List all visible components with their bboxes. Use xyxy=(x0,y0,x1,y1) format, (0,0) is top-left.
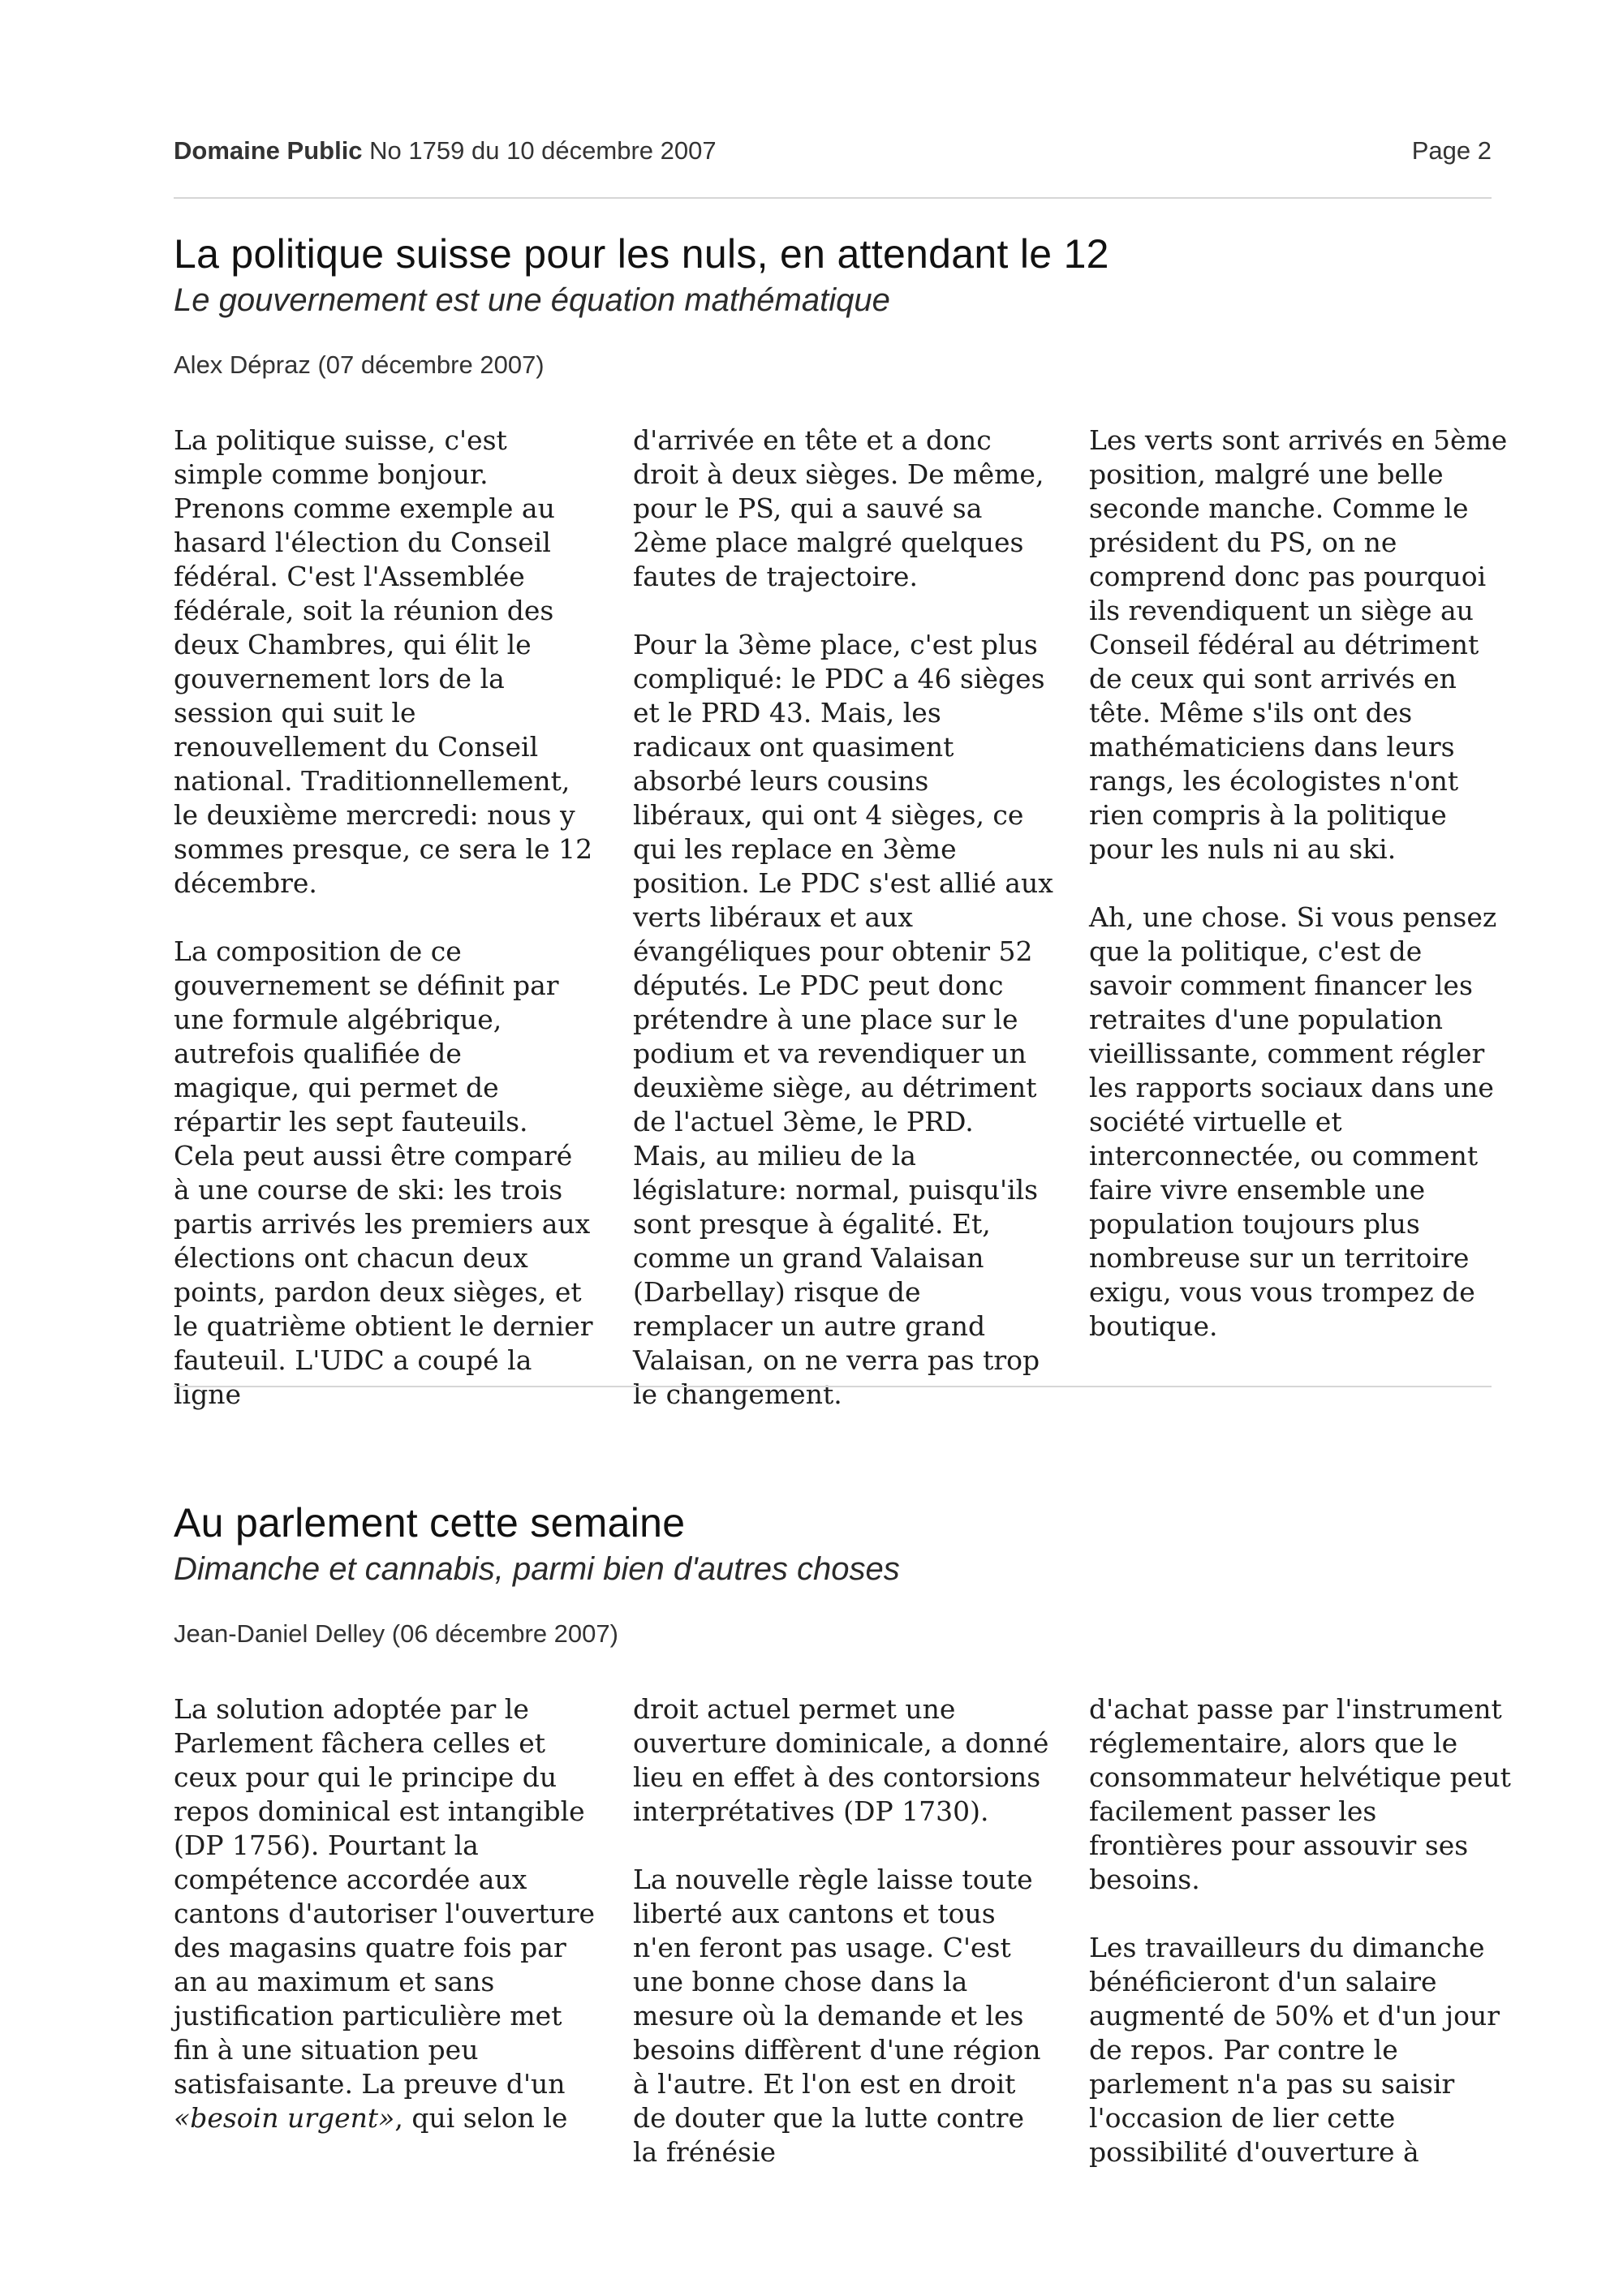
article-column-1 xyxy=(174,424,596,1412)
paragraph: droit actuel permet une ouverture dominicale, a donné lieu en effet à des contorsions interprétatives (DP 1730). xyxy=(633,1693,1049,1827)
article-column-2 xyxy=(633,424,1055,1412)
paragraph: La politique suisse, c'est simple comme bonjour. Prenons comme exemple au hasard l'élection du Conseil fédéral. C'est l'Assemblée fédérale, soit la réunion des deux Chambres, qui élit le gouvernement lors de la session qui suit le renouvellement du Conseil national. Traditionnellement, le deuxième mercredi: nous y sommes presque, ce sera le 12 décembre. xyxy=(174,424,593,899)
paragraph: Les travailleurs du dimanche bénéficieront d'un salaire augmenté de 50% et d'un jour de repos. Par contre le parlement n'a pas su saisir l'occasion de lier cette possibilité d'ouverture à xyxy=(1089,1932,1500,2168)
issue-info: No 1759 du 10 décembre 2007 xyxy=(369,136,717,165)
paragraph: d'arrivée en tête et a donc droit à deux sièges. De même, pour le PS, qui a sauvé sa 2ème place malgré quelques fautes de trajectoire. xyxy=(633,424,1044,592)
article-byline: Jean-Daniel Delley (06 décembre 2007) xyxy=(174,1619,618,1648)
paragraph: Pour la 3ème place, c'est plus compliqué: le PDC a 46 sièges et le PRD 43. Mais, les radicaux ont quasiment absorbé leurs cousins libéraux, qui ont 4 sièges, ce qui les replace en 3ème position. Le PDC s'est allié aux verts libéraux et aux évangéliques pour obtenir 52 députés. Le PDC peut donc prétendre à une place sur le podium et va revendiquer un deuxième siège, au détriment de l'actuel 3ème, le PRD. Mais, au milieu de la législature: normal, puisqu'ils sont presque à égalité. Et, comme un grand Valaisan (Darbellay) risque de remplacer un autre grand Valaisan, on ne verra pas trop le changement. xyxy=(633,629,1053,1410)
article-politique-suisse xyxy=(174,229,1508,1410)
paragraph: Ah, une chose. Si vous pensez que la politique, c'est de savoir comment financer les retraites d'une population vieillissante, comment régler les rapports sociaux dans une société virtuelle et interconnectée, ou comment faire vivre ensemble une population toujours plus nombreuse sur un territoire exigu, vous vous trompez de boutique. xyxy=(1089,901,1497,1342)
header-divider xyxy=(174,197,1492,199)
article-divider xyxy=(174,1386,1492,1387)
paragraph: La nouvelle règle laisse toute liberté aux cantons et tous n'en feront pas usage. C'est une bonne chose dans la mesure où la demande et les besoins diffèrent d'une région à l'autre. Et l'on est en droit de douter que la lutte contre la frénésie xyxy=(633,1864,1041,2168)
article-title: Au parlement cette semaine xyxy=(174,1500,686,1546)
article-parlement-semaine xyxy=(174,1498,1511,2168)
article-column-3 xyxy=(1089,1692,1511,2169)
page-header xyxy=(174,136,1492,169)
paragraph: Les verts sont arrivés en 5ème position, malgré une belle seconde manche. Comme le président du PS, on ne comprend donc pas pourquoi ils revendiquent un siège au Conseil fédéral au détriment de ceux qui sont arrivés en tête. Même s'ils ont des mathématiciens dans leurs rangs, les écologistes n'ont rien compris à la politique pour les nuls ni au ski. xyxy=(1089,424,1508,865)
publication-name: Domaine Public xyxy=(174,136,363,165)
article-column-3 xyxy=(1089,424,1511,1344)
article-column-1 xyxy=(174,1692,596,2135)
article-byline: Alex Dépraz (07 décembre 2007) xyxy=(174,350,545,379)
paragraph: La solution adoptée par le Parlement fâchera celles et ceux pour qui le principe du repos dominical est intangible (DP 1756). Pourtant la compétence accordée aux cantons d'autoriser l'ouverture des magasins quatre fois par an au maximum et sans justification particulière met fin à une situation peu satisfaisante. La preuve d'un «besoin urgent», qui selon le xyxy=(174,1693,596,2134)
page-number: Page 2 xyxy=(1411,136,1492,165)
article-column-2 xyxy=(633,1692,1055,2169)
article-title: La politique suisse pour les nuls, en attendant le 12 xyxy=(174,231,1109,277)
paragraph: d'achat passe par l'instrument réglementaire, alors que le consommateur helvétique peut facilement passer les frontières pour assouvir ses besoins. xyxy=(1089,1693,1511,1895)
article-subtitle: Le gouvernement est une équation mathématique xyxy=(174,282,890,318)
paragraph: La composition de ce gouvernement se définit par une formule algébrique, autrefois qualifiée de magique, qui permet de répartir les sept fauteuils. Cela peut aussi être comparé à une course de ski: les trois partis arrivés les premiers aux élections ont chacun deux points, pardon deux sièges, et le quatrième obtient le dernier fauteuil. L'UDC a coupé la ligne xyxy=(174,935,593,1410)
article-subtitle: Dimanche et cannabis, parmi bien d'autres choses xyxy=(174,1551,900,1587)
quoted-phrase: «besoin urgent» xyxy=(174,2102,395,2134)
